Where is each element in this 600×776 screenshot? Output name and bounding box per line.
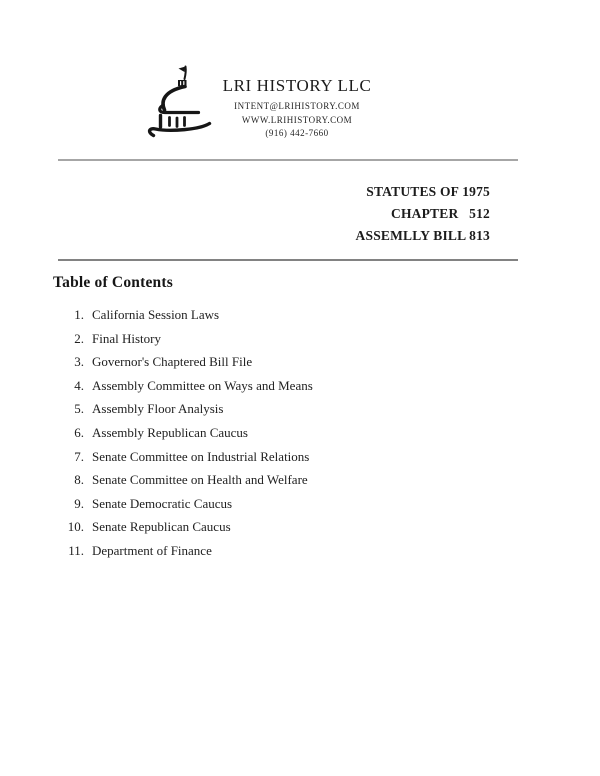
toc-item-label: California Session Laws	[92, 307, 220, 322]
toc-heading: Table of Contents	[53, 274, 173, 291]
toc-item-number: 3.	[74, 354, 84, 370]
horizontal-rule-bottom	[58, 259, 518, 261]
toc-item-number: 6.	[74, 424, 84, 440]
toc-item-number: 1.	[74, 307, 84, 322]
toc-item-assembly-committee-ways-means	[0, 374, 520, 398]
toc-item-label: Senate Republican Caucus	[92, 519, 231, 535]
toc-item-label: Senate Democratic Caucus	[92, 495, 233, 511]
letterhead	[192, 76, 402, 141]
assembly-bill-line: ASSEMLLY BILL 813	[355, 228, 490, 243]
toc-item-label: Senate Committee on Health and Welfare	[92, 472, 308, 488]
toc-item-label: Department of Finance	[92, 542, 212, 558]
toc-item-department-of-finance	[0, 539, 520, 563]
chapter-line: CHAPTER 512	[391, 206, 490, 221]
toc-item-senate-republican-caucus	[0, 515, 520, 539]
toc-item-number: 10.	[67, 519, 84, 535]
toc-item-governors-chaptered-bill-file	[0, 350, 520, 374]
toc-item-senate-democratic-caucus	[0, 492, 520, 516]
contact-phone: (916) 442-7660	[265, 128, 329, 138]
contact-email: INTENT@LRIHISTORY.COM	[234, 101, 360, 111]
toc-item-label: Assembly Floor Analysis	[92, 401, 224, 417]
toc-item-number: 9.	[74, 495, 84, 511]
toc-item-number: 5.	[74, 401, 84, 417]
contact-block	[192, 100, 402, 141]
toc-item-senate-committee-industrial-relations	[0, 445, 520, 469]
toc-item-assembly-floor-analysis	[0, 397, 520, 421]
toc-item-label: Final History	[92, 330, 161, 346]
toc-item-number: 11.	[68, 542, 84, 558]
toc-item-assembly-republican-caucus	[0, 421, 520, 445]
contact-website: WWW.LRIHISTORY.COM	[241, 114, 353, 125]
toc-item-number: 4.	[74, 377, 84, 393]
horizontal-rule-top	[58, 159, 518, 161]
toc-item-label: Assembly Republican Caucus	[92, 424, 248, 440]
toc-item-number: 2.	[74, 330, 84, 346]
toc-item-number: 7.	[74, 448, 84, 464]
toc-item-label: Assembly Committee on Ways and Means	[92, 377, 313, 393]
toc-item-senate-committee-health-welfare	[0, 468, 520, 492]
toc-item-california-session-laws	[0, 303, 520, 327]
statutes-line: STATUTES OF 1975	[366, 184, 490, 199]
bill-reference-block	[190, 181, 490, 247]
toc-item-label: Governor's Chaptered Bill File	[92, 354, 253, 370]
toc-list	[0, 303, 520, 563]
toc-item-number: 8.	[74, 472, 84, 488]
company-name: LRI HISTORY LLC	[222, 76, 372, 95]
toc-item-final-history	[0, 327, 520, 351]
toc-item-label: Senate Committee on Industrial Relations	[92, 448, 310, 464]
